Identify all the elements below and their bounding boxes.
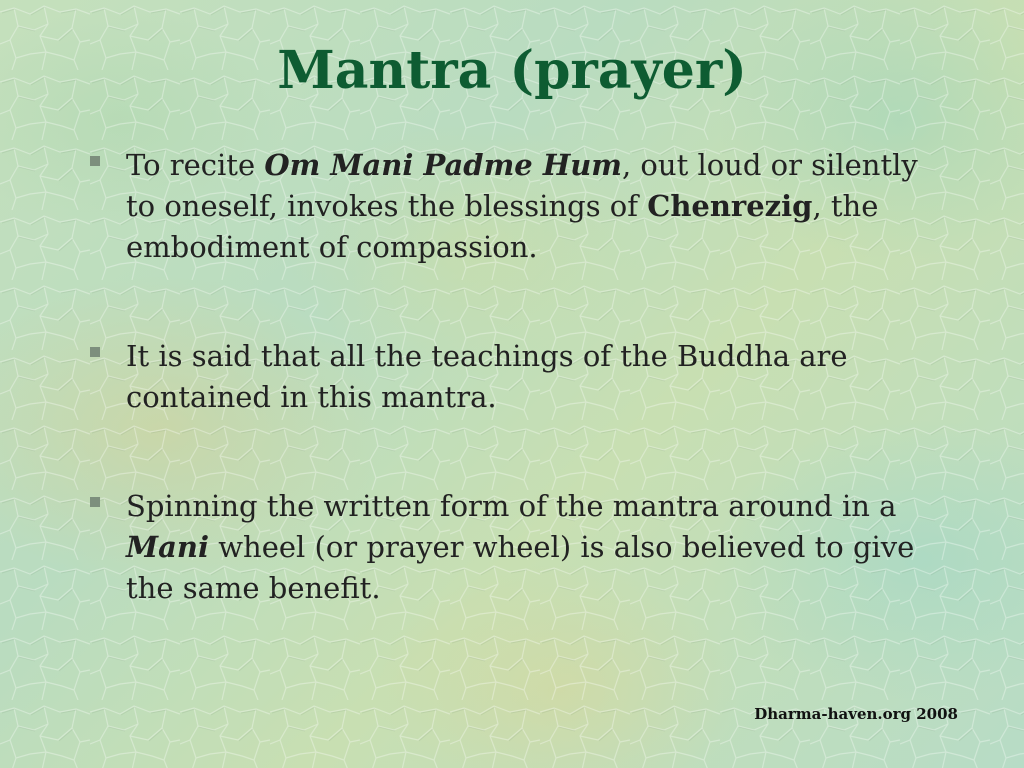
bullet-item — [90, 336, 950, 418]
footer-credit: Dharma-haven.org 2008 — [754, 705, 958, 723]
bullet-text: , out loud or silently to oneself, invokes the blessings of — [126, 148, 918, 223]
bullet-text: It is said that all the teachings of the Buddha are contained in this mantra. — [126, 339, 848, 414]
bullet-item — [90, 486, 950, 609]
bullet-text: Spinning the written form of the mantra around in a — [126, 489, 897, 523]
mantra-name: Om Mani Padme Hum — [264, 148, 622, 182]
deity-name: Chenrezig — [647, 189, 813, 223]
bullet-list — [90, 145, 950, 609]
bullet-text: wheel (or prayer wheel) is also believed to give the same benefit. — [126, 530, 915, 605]
square-bullet-icon — [90, 497, 100, 507]
mani-term: Mani — [126, 530, 209, 564]
slide-title: Mantra (prayer) — [277, 40, 747, 101]
square-bullet-icon — [90, 347, 100, 357]
bullet-text: , the embodiment of compassion. — [126, 189, 879, 264]
bullet-item — [90, 145, 950, 268]
square-bullet-icon — [90, 156, 100, 166]
bullet-text: To recite — [126, 148, 265, 182]
